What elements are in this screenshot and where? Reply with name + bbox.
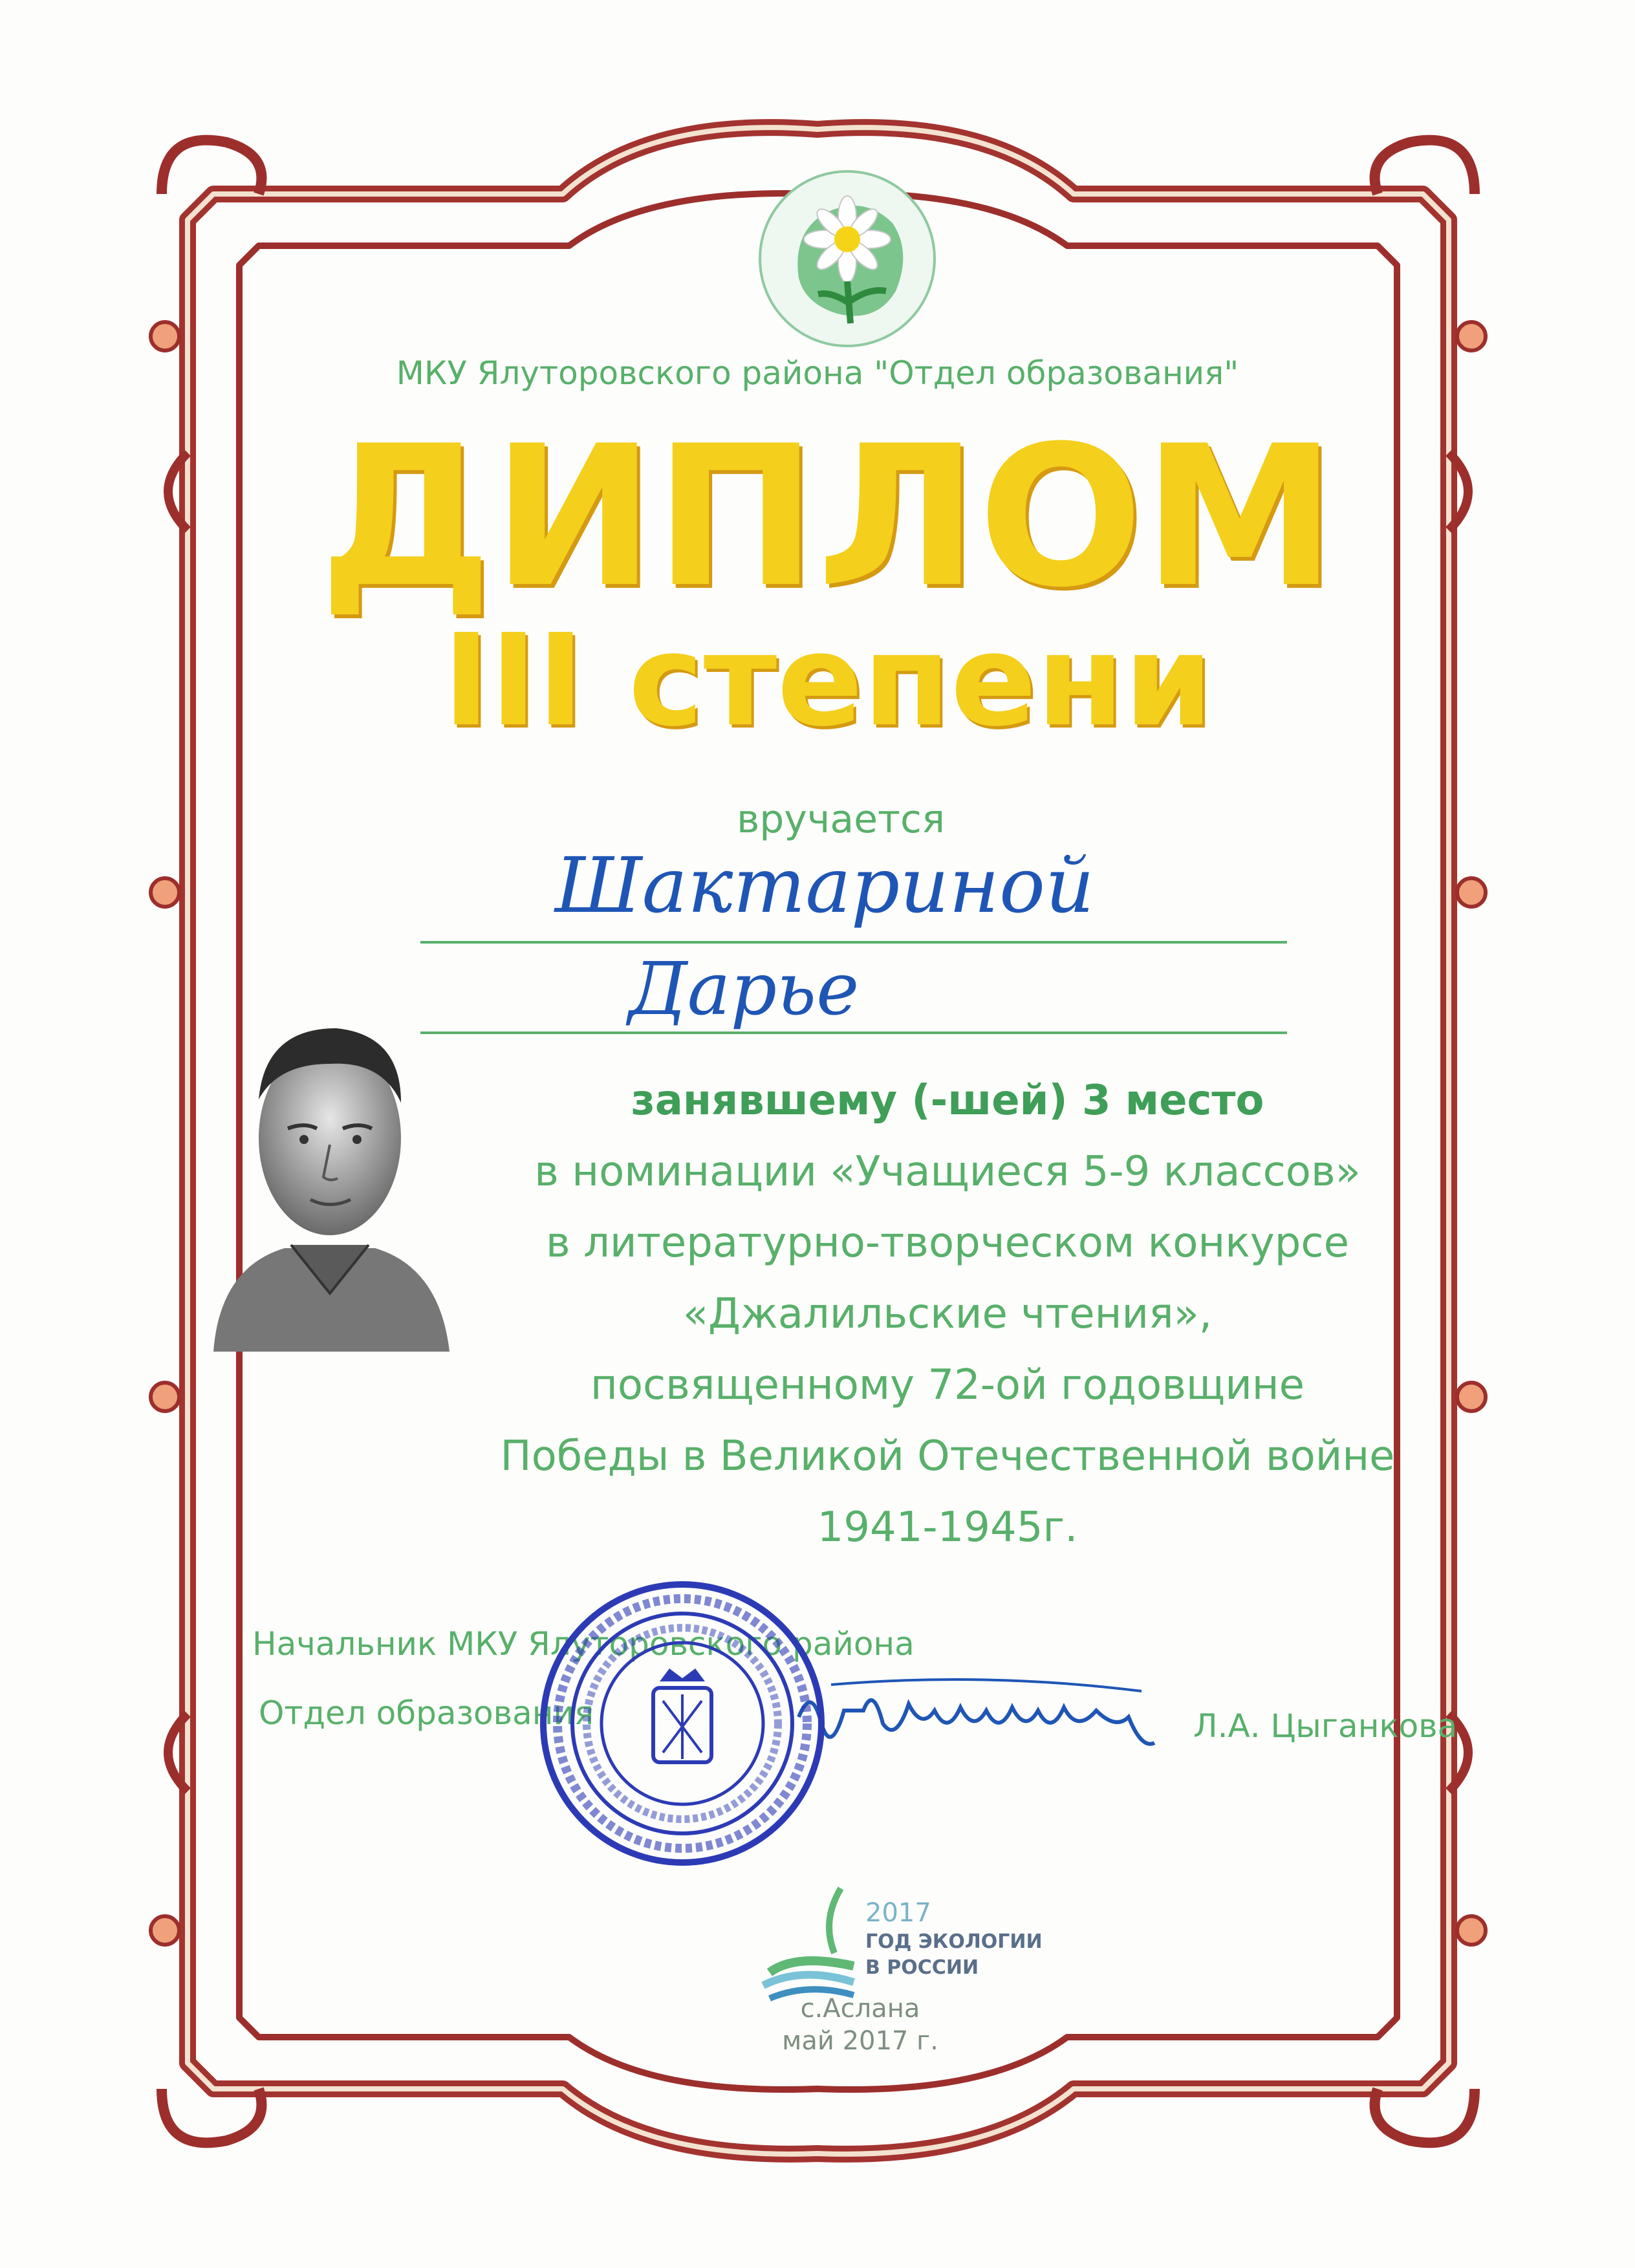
daisy-emblem-logo xyxy=(753,162,947,356)
signatory-position-1: Начальник МКУ Ялуторовского района xyxy=(252,1625,915,1663)
diploma-title: ДИПЛОМ xyxy=(319,404,1337,630)
recipient-first-name: Дарье xyxy=(628,947,860,1031)
footer-place: с.Аслана xyxy=(800,1994,920,2024)
eco-text-1: ГОД ЭКОЛОГИИ xyxy=(865,1930,1043,1953)
diploma-degree: III степени xyxy=(442,607,1213,755)
organization-name: МКУ Ялуторовского района "Отдел образования" xyxy=(396,354,1239,392)
recipient-underline-1 xyxy=(420,941,1287,944)
handwritten-signature xyxy=(792,1672,1161,1762)
dedication-line: посвященному 72-ой годовщине xyxy=(590,1361,1305,1409)
footer-date: май 2017 г. xyxy=(782,2026,938,2056)
eco-year: 2017 xyxy=(865,1898,931,1928)
official-round-stamp xyxy=(537,1578,828,1869)
soldier-portrait xyxy=(207,989,453,1352)
eco-text-2: В РОССИИ xyxy=(865,1956,979,1979)
eco-year-logo xyxy=(757,1875,860,2005)
victory-line: Победы в Великой Отечественной войне xyxy=(500,1432,1395,1480)
recipient-underline-2 xyxy=(420,1031,1287,1034)
contest-line: в литературно-творческом конкурсе xyxy=(546,1219,1349,1267)
years-line: 1941-1945г. xyxy=(817,1504,1078,1551)
signatory-name: Л.А. Цыганкова xyxy=(1193,1707,1458,1745)
nomination-line: в номинации «Учащиеся 5-9 классов» xyxy=(534,1148,1361,1196)
contest-name-line: «Джалильские чтения», xyxy=(682,1290,1213,1338)
place-line: занявшему (-шей) 3 место xyxy=(631,1077,1264,1125)
awarded-label: вручается xyxy=(736,797,946,842)
recipient-surname: Шактариной xyxy=(554,841,1094,930)
signatory-position-2: Отдел образования xyxy=(259,1694,594,1732)
